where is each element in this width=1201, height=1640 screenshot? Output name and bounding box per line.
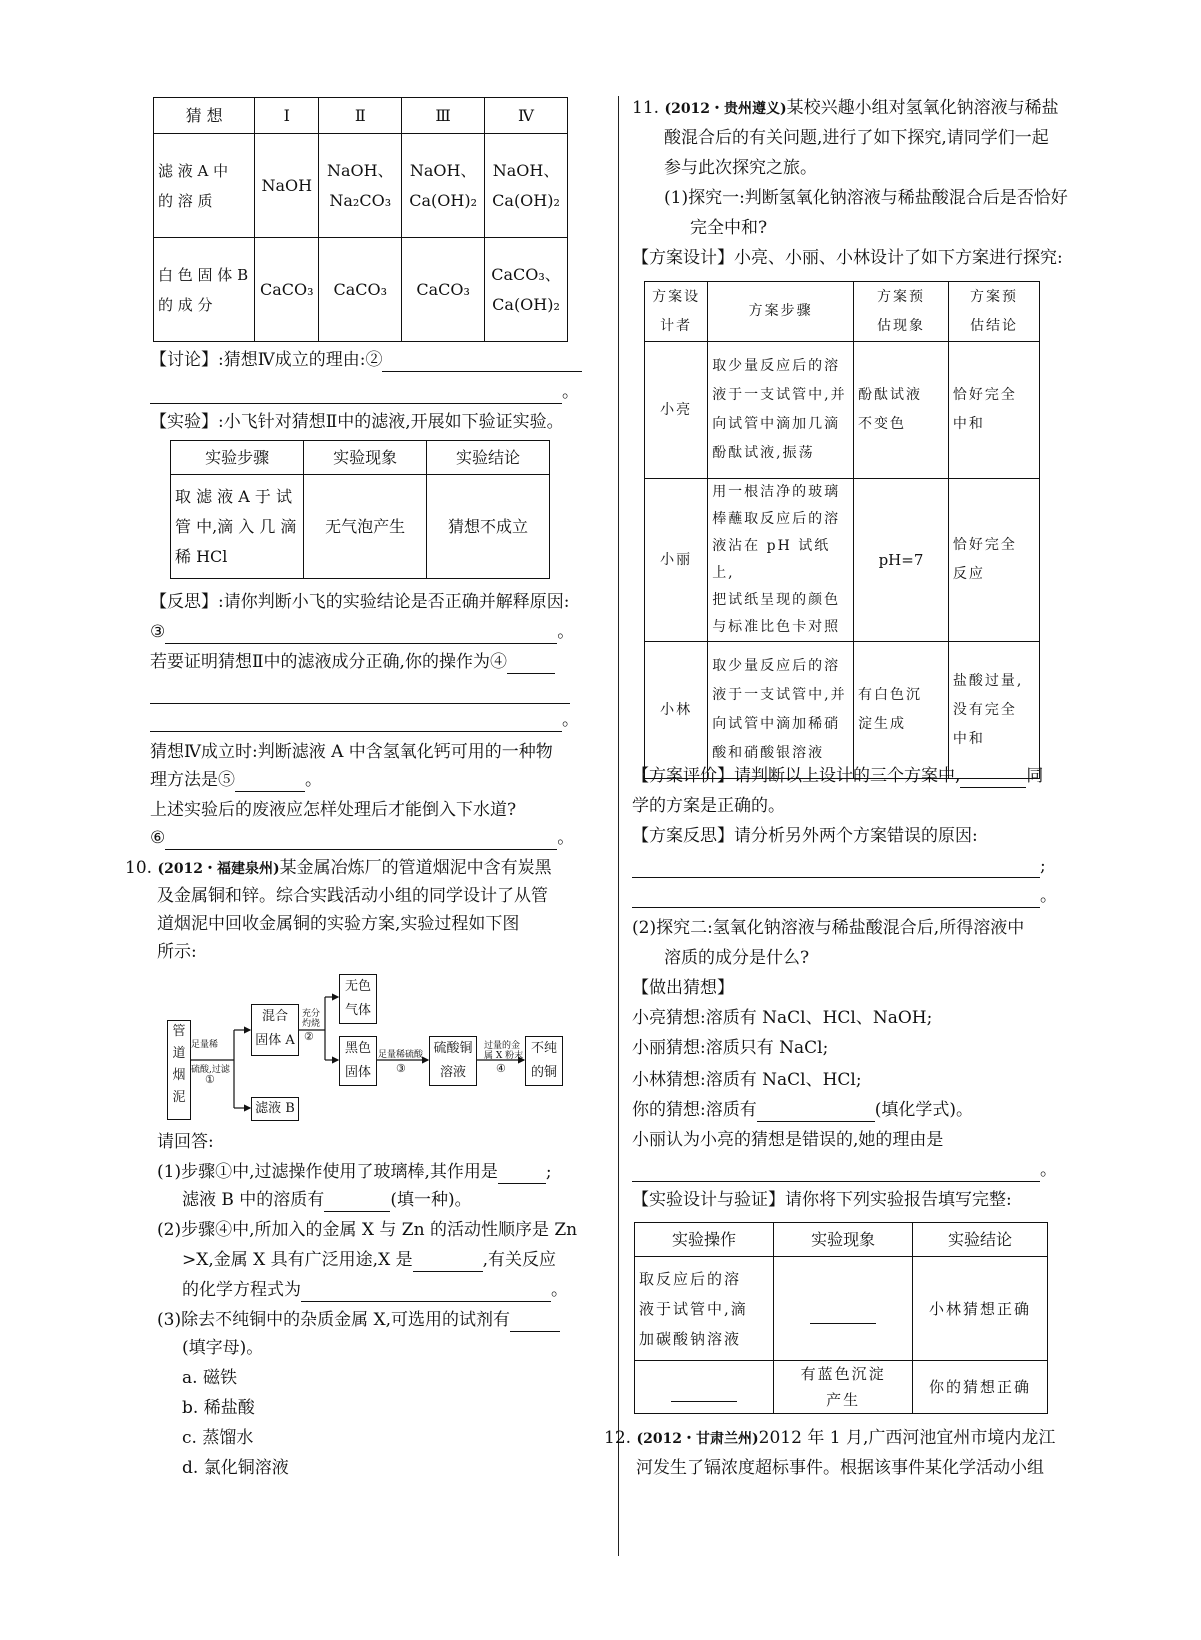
arrow-label: 过量的金 (484, 1041, 521, 1051)
answer-blank[interactable] (757, 1103, 875, 1122)
text-line: (1)步骤①中,过滤操作使用了玻璃棒,其作用是 ; (157, 1162, 552, 1182)
th: 实验结论 (913, 1223, 1048, 1257)
text-line: 【做出猜想】 (632, 978, 734, 998)
th: 方案预 估结论 (948, 282, 1039, 342)
cell: 用一根洁净的玻璃 棒蘸取反应后的溶 液沾在 pH 试纸上, 把试纸呈现的颜色 与标准比色卡对照 (708, 479, 854, 642)
cell: 取少量反应后的溶 液于一支试管中,并 向试管中滴加几滴 酚酞试液,振荡 (708, 342, 854, 479)
reflect-line: 【反思】:请你判断小飞的实验结论是否正确并解释原因: (150, 592, 570, 612)
cell: 盐酸过量, 没有完全 中和 (948, 642, 1039, 779)
cell: CaCO₃、 Ca(OH)₂ (485, 238, 568, 342)
option-b: b. 稀盐酸 (182, 1398, 255, 1418)
box-black-solid: 黑色 固体 (339, 1036, 377, 1086)
cell: 取反应后的溶 液于试管中,滴 加碳酸钠溶液 (635, 1257, 774, 1361)
answer-blank[interactable] (324, 1193, 390, 1212)
text-line: 所示: (157, 942, 197, 962)
cell: NaOH、 Ca(OH)₂ (402, 134, 485, 238)
answer-blank[interactable] (498, 1165, 546, 1184)
blank-line: 。 (632, 1158, 1057, 1182)
answer-blank[interactable] (632, 1163, 1040, 1182)
plan-table (644, 281, 1040, 779)
answer-blank[interactable] (671, 1383, 737, 1402)
th-4: Ⅳ (485, 98, 568, 134)
text-line: 完全中和? (690, 218, 768, 238)
arrow-label: 属 X 粉末 (484, 1051, 524, 1061)
th: 实验现象 (304, 441, 427, 475)
cell: 猜想不成立 (427, 475, 550, 579)
arrow-label: 足量稀硫酸 (378, 1050, 424, 1060)
cell: 恰好完全 中和 (948, 342, 1039, 479)
cell: NaOH、 Na₂CO₃ (319, 134, 402, 238)
cell: CaCO₃ (255, 238, 319, 342)
arrow-label: 充分 (302, 1009, 321, 1019)
q12-line: 12. (2012・甘肃兰州)2012 年 1 月,广西河池宜州市境内龙江 (604, 1428, 1056, 1448)
blank-line: ; (632, 854, 1046, 878)
discuss-line: 【讨论】:猜想Ⅳ成立的理由:② (150, 348, 582, 372)
text-line: 上述实验后的废液应怎样处理后才能倒入下水道? (150, 800, 517, 820)
text-line: 你的猜想:溶质有 (填化学式)。 (632, 1100, 973, 1120)
text-line: 滤液 B 中的溶质有 (填一种)。 (182, 1190, 472, 1210)
arrow-label: ① (205, 1073, 215, 1086)
cell: NaOH (255, 134, 319, 238)
flow-arrows (0, 0, 600, 1140)
text-line: 参与此次探究之旅。 (664, 158, 817, 178)
text-line: 【方案反思】请分析另外两个方案错误的原因: (632, 826, 978, 846)
answer-blank[interactable] (960, 769, 1026, 788)
text-line: 学的方案是正确的。 (632, 796, 785, 816)
cell: NaOH、 Ca(OH)₂ (485, 134, 568, 238)
answer-blank[interactable] (413, 1253, 483, 1272)
text-line: 小林猜想:溶质有 NaCl、HCl; (632, 1070, 862, 1090)
cell: 取少量反应后的溶 液于一支试管中,并 向试管中滴加稀硝 酸和硝酸银溶液 (708, 642, 854, 779)
cell-filtrate: 滤 液 A 中 的 溶 质 (154, 134, 255, 238)
th-2: Ⅱ (319, 98, 402, 134)
cell: 取 滤 液 A 于 试 管 中,滴 入 几 滴 稀 HCl (171, 475, 304, 579)
text-line: >X,金属 X 具有广泛用途,X 是 ,有关反应 (182, 1250, 556, 1270)
arrow-label: ④ (496, 1062, 506, 1075)
cell: CaCO₃ (402, 238, 485, 342)
text-line: 道烟泥中回收金属铜的实验方案,实验过程如下图 (157, 914, 520, 934)
text-line: (3)除去不纯铜中的杂质金属 X,可选用的试剂有 (157, 1308, 560, 1332)
box-copper-sulfate: 硫酸铜 溶液 (429, 1036, 477, 1086)
th: 实验步骤 (171, 441, 304, 475)
th: 实验结论 (427, 441, 550, 475)
box-colorless-gas: 无色 气体 (339, 974, 377, 1024)
box-impure-copper: 不纯 的铜 (525, 1036, 563, 1086)
answer-blank[interactable] (510, 1313, 560, 1332)
text-line: (2)步骤④中,所加入的金属 X 与 Zn 的活动性顺序是 Zn (157, 1220, 578, 1240)
cell-solid: 白 色 固 体 B 的 成 分 (154, 238, 255, 342)
option-c: c. 蒸馏水 (182, 1428, 254, 1448)
answer-blank[interactable] (810, 1305, 876, 1324)
blank-line: ⑥ 。 (150, 828, 575, 848)
th: 实验现象 (774, 1223, 913, 1257)
cell: pH=7 (854, 479, 949, 642)
box-flue-mud: 管 道 烟 泥 (167, 1020, 191, 1120)
text-line: (1)探究一:判断氢氧化钠溶液与稀盐酸混合后是否恰好 (664, 188, 1068, 208)
text-line: 理方法是⑤ 。 (150, 770, 322, 790)
text-line: 小丽猜想:溶质只有 NaCl; (632, 1038, 829, 1058)
text-line: 【方案评价】请判断以上设计的三个方案中, 同 (632, 766, 1044, 786)
cell: 无气泡产生 (304, 475, 427, 579)
cell: CaCO₃ (319, 238, 402, 342)
option-a: a. 磁铁 (182, 1368, 237, 1388)
answer-blank[interactable] (632, 859, 1040, 878)
cell: 有白色沉 淀生成 (854, 642, 949, 779)
arrow-label: 灼烧 (302, 1019, 321, 1029)
column-divider (618, 96, 619, 1556)
th: 方案步骤 (708, 282, 854, 342)
cell: 恰好完全 反应 (948, 479, 1039, 642)
th: 方案预 估现象 (854, 282, 949, 342)
cell: 小丽 (645, 479, 708, 642)
cell: 小林 (645, 642, 708, 779)
text-line: 【实验设计与验证】请你将下列实验报告填写完整: (632, 1190, 1012, 1210)
box-mixed-solid: 混合 固体 A (251, 1004, 299, 1056)
cell: 你的猜想正确 (913, 1361, 1048, 1414)
th-1: Ⅰ (255, 98, 319, 134)
cell (635, 1361, 774, 1414)
text-line: 及金属铜和锌。综合实践活动小组的同学设计了从管 (157, 886, 548, 906)
box-filtrate-b: 滤液 B (251, 1097, 299, 1121)
report-table (634, 1222, 1048, 1414)
text-line: 小丽认为小亮的猜想是错误的,她的理由是 (632, 1130, 944, 1150)
answer-blank[interactable] (632, 889, 1040, 908)
answer-blank[interactable] (301, 1283, 551, 1302)
th-guess: 猜 想 (154, 98, 255, 134)
cell: 小亮 (645, 342, 708, 479)
q11-line: 11. (2012・贵州遵义)某校兴趣小组对氢氧化钠溶液与稀盐 (632, 98, 1059, 118)
arrow-label: 足量稀 (191, 1040, 219, 1050)
prove-line: 若要证明猜想Ⅱ中的滤液成分正确,你的操作为④ (150, 650, 555, 674)
text-line: (2)探究二:氢氧化钠溶液与稀盐酸混合后,所得溶液中 (632, 918, 1025, 938)
blank-line: 。 (150, 708, 579, 732)
th-3: Ⅲ (402, 98, 485, 134)
text-line: 酸混合后的有关问题,进行了如下探究,请同学们一起 (664, 128, 1049, 148)
blank-line: 。 (632, 884, 1057, 908)
option-d: d. 氯化铜溶液 (182, 1458, 289, 1478)
text-line: (填字母)。 (182, 1338, 264, 1358)
th: 方案设 计者 (645, 282, 708, 342)
cell: 有蓝色沉淀 产生 (774, 1361, 913, 1414)
text-line: 小亮猜想:溶质有 NaCl、HCl、NaOH; (632, 1008, 933, 1028)
th: 实验操作 (635, 1223, 774, 1257)
arrow-label: ② (304, 1030, 314, 1043)
cell (774, 1257, 913, 1361)
q10-line: 10. (2012・福建泉州)某金属冶炼厂的管道烟泥中含有炭黑 (125, 858, 552, 878)
text-line: 猜想Ⅳ成立时:判断滤液 A 中含氢氧化钙可用的一种物 (150, 742, 553, 762)
text-line: 溶质的成分是什么? (664, 948, 810, 968)
exp-line: 【实验】:小飞针对猜想Ⅱ中的滤液,开展如下验证实验。 (150, 412, 564, 432)
blank-line: ③ 。 (150, 622, 575, 642)
arrow-label: 硫酸,过滤 (191, 1065, 230, 1075)
cell: 小林猜想正确 (913, 1257, 1048, 1361)
blank-line: 。 (150, 380, 579, 404)
arrow-label: ③ (396, 1062, 406, 1075)
text-line: 请回答: (157, 1132, 214, 1152)
cell: 酚酞试液 不变色 (854, 342, 949, 479)
text-line: 【方案设计】小亮、小丽、小林设计了如下方案进行探究: (632, 248, 1063, 268)
text-line: 河发生了镉浓度超标事件。根据该事件某化学活动小组 (636, 1458, 1044, 1478)
text-line: 的化学方程式为 。 (182, 1280, 568, 1300)
